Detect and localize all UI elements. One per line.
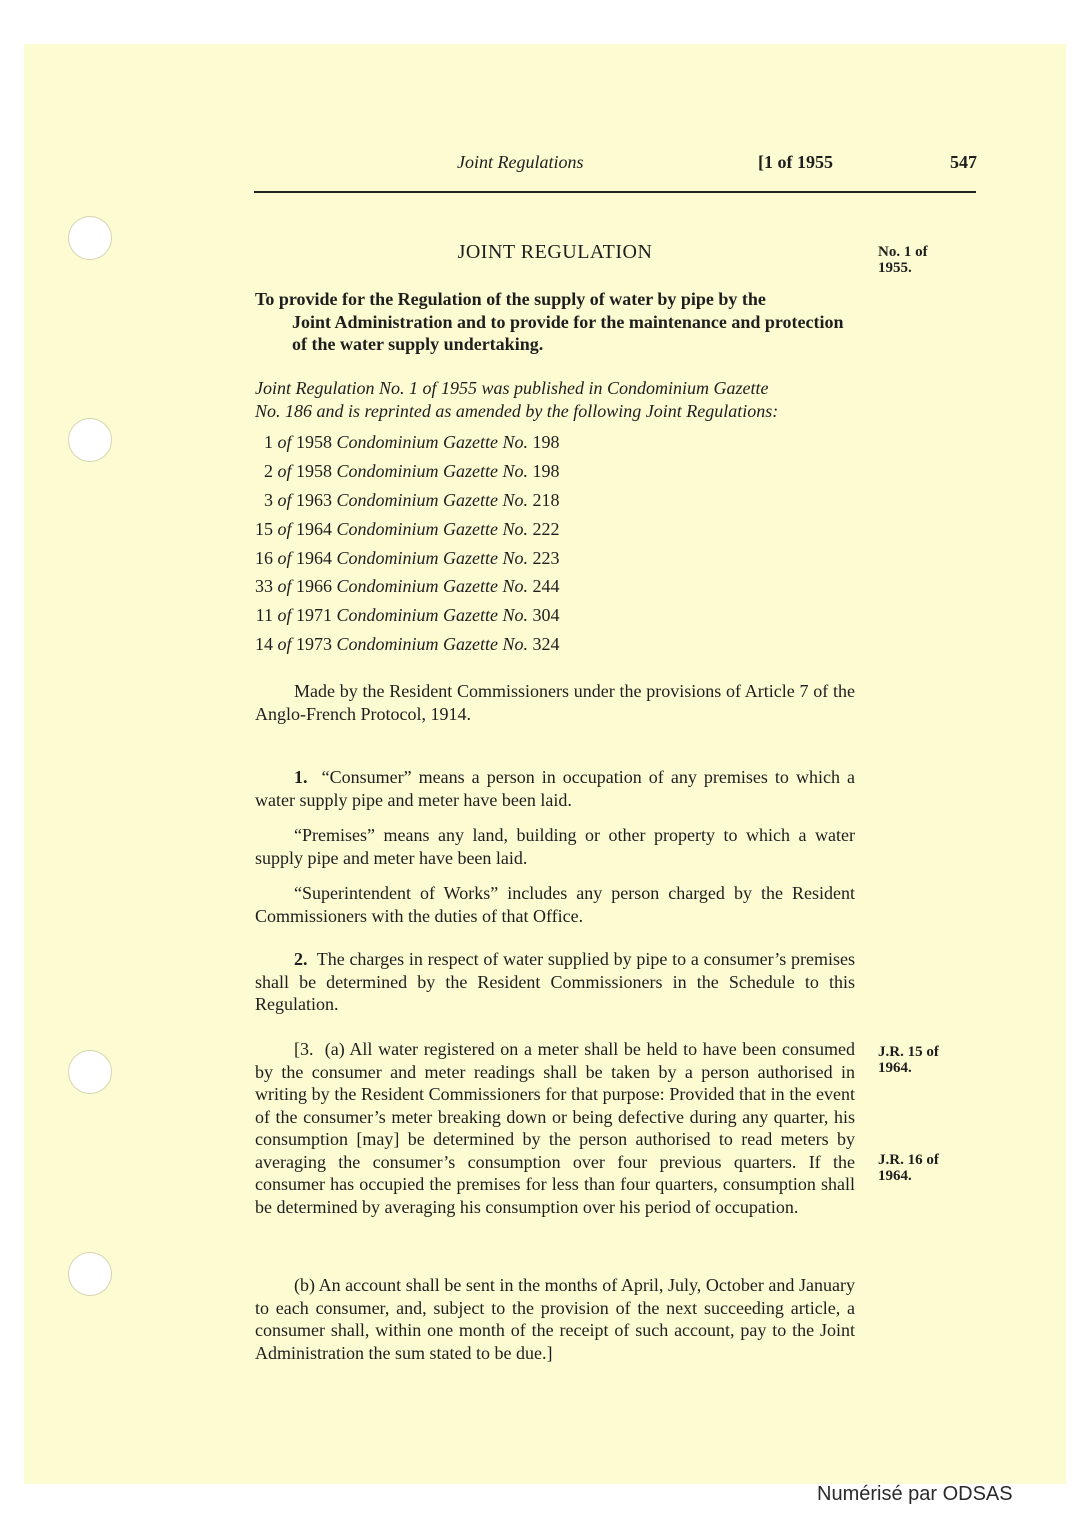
section-1-superintendent: “Superintendent of Works” includes any person charged by the Resident Commissioners with the duties of that Office.: [255, 883, 855, 926]
section-number: 1.: [294, 767, 308, 787]
amendment-gazette-label: Condominium Gazette No.: [336, 489, 529, 510]
amendment-gazette-number: 324: [532, 634, 560, 655]
section-3b: (b) An account shall be sent in the months of April, July, October and January to each consumer, and, subject to the provision of the next succeeding article, a consumer shall, within one month of the receipt of such account, pay to the Joint Administration the sum stated to be due.]: [255, 1275, 855, 1363]
page-number: 547: [950, 152, 977, 172]
amendment-year: 1966: [296, 576, 333, 597]
long-title-rest: Joint Administration and to provide for the maintenance and protection of the water supply undertaking.: [292, 311, 844, 354]
amendment-gazette-label: Condominium Gazette No.: [336, 432, 529, 452]
amendment-of: of: [277, 576, 292, 597]
amendment-gazette-number: 198: [532, 432, 560, 452]
amendment-gazette-label: Condominium Gazette No.: [336, 634, 529, 655]
amendment-year: 1958: [296, 460, 333, 481]
section-number: [3.: [294, 1039, 314, 1059]
amendment-year: 1964: [296, 547, 333, 568]
amendment-gazette-label: Condominium Gazette No.: [336, 605, 529, 626]
binder-hole: [68, 418, 112, 462]
digitization-credit: Numérisé par ODSAS: [817, 1483, 1013, 1505]
amendment-gazette-label: Condominium Gazette No.: [336, 547, 529, 568]
long-title-line1: To provide for the Regulation of the supply of water by pipe by the: [255, 289, 766, 309]
amendment-of: of: [277, 489, 292, 510]
publication-note: Joint Regulation No. 1 of 1955 was published in Condominium Gazette No. 186 and is reprinted as amended by the following Joint Regulations:: [255, 378, 779, 421]
amendment-row: [255, 572, 855, 601]
running-head-reference: [1 of 1955: [758, 152, 833, 172]
margin-note-regulation-number: No. 1 of 1955.: [878, 244, 928, 276]
amendment-row: [255, 601, 855, 630]
document-page: [24, 44, 1066, 1484]
section-number: 2.: [294, 949, 308, 969]
amendment-number: 15: [255, 518, 273, 539]
binder-hole: [68, 1050, 112, 1094]
amendment-row: [255, 515, 855, 544]
amendment-number: 14: [255, 634, 273, 655]
long-title: [255, 288, 855, 356]
amendment-year: 1958: [296, 432, 333, 452]
amendment-of: of: [277, 518, 292, 539]
amendment-number: 3: [264, 489, 273, 510]
amendment-of: of: [277, 634, 292, 655]
amendment-gazette-number: 304: [532, 605, 560, 626]
amendment-gazette-number: 222: [532, 518, 560, 539]
amendment-gazette-number: 198: [532, 460, 560, 481]
amendment-year: 1971: [296, 605, 333, 626]
running-head-title: Joint Regulations: [457, 152, 584, 172]
amendment-row: [255, 630, 855, 659]
amendment-gazette-label: Condominium Gazette No.: [336, 576, 529, 597]
amendment-number: 2: [264, 460, 273, 481]
section-2: 2. The charges in respect of water supplied by pipe to a consumer’s premises shall be determined by the Resident Commissioners in the Schedule to this Regulation.: [255, 949, 855, 1014]
amendment-gazette-label: Condominium Gazette No.: [336, 518, 529, 539]
amendment-row: [255, 428, 855, 457]
amendment-gazette-number: 223: [532, 547, 560, 568]
amendment-of: of: [277, 547, 292, 568]
amendment-of: of: [277, 605, 292, 626]
section-1-consumer: 1. “Consumer” means a person in occupation of any premises to which a water supply pipe and meter have been laid.: [255, 767, 856, 810]
margin-note-jr15: J.R. 15 of 1964.: [878, 1044, 939, 1076]
amendment-number: 11: [255, 605, 273, 626]
amendment-row: [255, 457, 855, 486]
enacting-clause: Made by the Resident Commissioners under the provisions of Article 7 of the Anglo-French Protocol, 1914.: [255, 681, 855, 724]
amendment-number: 33: [255, 576, 273, 597]
amendment-year: 1964: [296, 518, 333, 539]
amendment-year: 1973: [296, 634, 333, 655]
margin-note-jr16: J.R. 16 of 1964.: [878, 1152, 939, 1184]
binder-hole: [68, 216, 112, 260]
amendment-number: 16: [255, 547, 273, 568]
amendment-year: 1963: [296, 489, 333, 510]
amendment-gazette-label: Condominium Gazette No.: [336, 460, 529, 481]
amendment-list: [255, 428, 855, 659]
amendment-of: of: [277, 460, 292, 481]
header-rule: [254, 191, 976, 193]
amendment-gazette-number: 244: [532, 576, 560, 597]
amendment-number: 1: [264, 432, 273, 452]
amendment-row: [255, 486, 855, 515]
amendment-gazette-number: 218: [532, 489, 560, 510]
amendment-of: of: [277, 432, 292, 452]
binder-hole: [68, 1252, 112, 1296]
document-heading: JOINT REGULATION: [457, 241, 653, 263]
section-3a: [3. (a) All water registered on a meter shall be held to have been consumed by the consumer and meter readings shall be taken by a person authorised in writing by the Resident Commissioners for that purpose: Provided that in the event of the consumer’s meter breaking down or being defective during any quarter, his consumption [may] be determined by the person authorised to read meters by averaging the consumer’s consumption over four previous quarters. If the consumer has occupied the premises for less than four quarters, consumption shall be determined by averaging his consumption over his period of occupation.: [255, 1039, 855, 1217]
amendment-row: [255, 544, 855, 573]
section-1-premises: “Premises” means any land, building or other property to which a water supply pipe and meter have been laid.: [255, 825, 855, 868]
